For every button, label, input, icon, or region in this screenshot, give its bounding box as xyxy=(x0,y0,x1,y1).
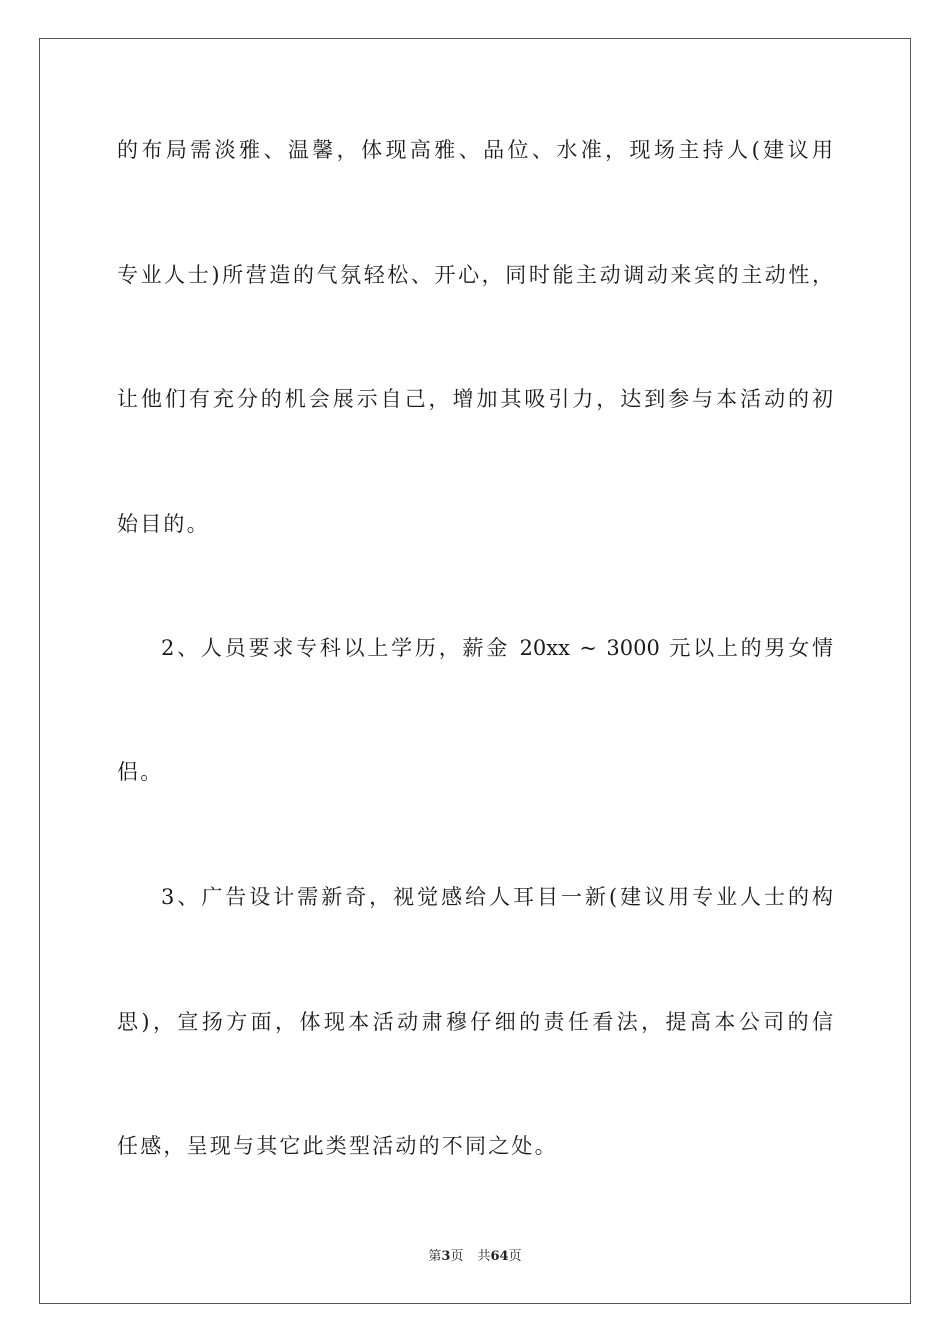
footer-page-suffix: 页 xyxy=(450,1249,464,1264)
body-line-8: 思)，宣扬方面，体现本活动肃穆仔细的责任看法，提高本公司的信 xyxy=(117,1010,833,1034)
footer-total-suffix: 页 xyxy=(508,1249,522,1264)
body-line-2: 专业人士)所营造的气氛轻松、开心，同时能主动调动来宾的主动性， xyxy=(117,263,833,287)
footer-page-number: 3 xyxy=(441,1249,451,1264)
body-line-7: 3、广告设计需新奇，视觉感给人耳目一新(建议用专业人士的构 xyxy=(161,885,833,909)
footer-total-pages: 64 xyxy=(490,1249,509,1264)
page-footer xyxy=(0,1248,950,1266)
body-line-5: 2、人员要求专科以上学历，薪金 20xx ~ 3000 元以上的男女情 xyxy=(161,636,833,660)
body-line-6: 侣。 xyxy=(117,760,164,784)
body-line-9: 任感，呈现与其它此类型活动的不同之处。 xyxy=(117,1134,558,1158)
footer-total-prefix: 共 xyxy=(477,1249,491,1264)
body-line-3: 让他们有充分的机会展示自己，增加其吸引力，达到参与本活动的初 xyxy=(117,387,833,411)
body-line-1: 的布局需淡雅、温馨，体现高雅、品位、水准，现场主持人(建议用 xyxy=(117,138,833,162)
page-border xyxy=(39,38,911,1304)
footer-page-prefix: 第 xyxy=(428,1249,442,1264)
body-line-4: 始目的。 xyxy=(117,512,210,536)
